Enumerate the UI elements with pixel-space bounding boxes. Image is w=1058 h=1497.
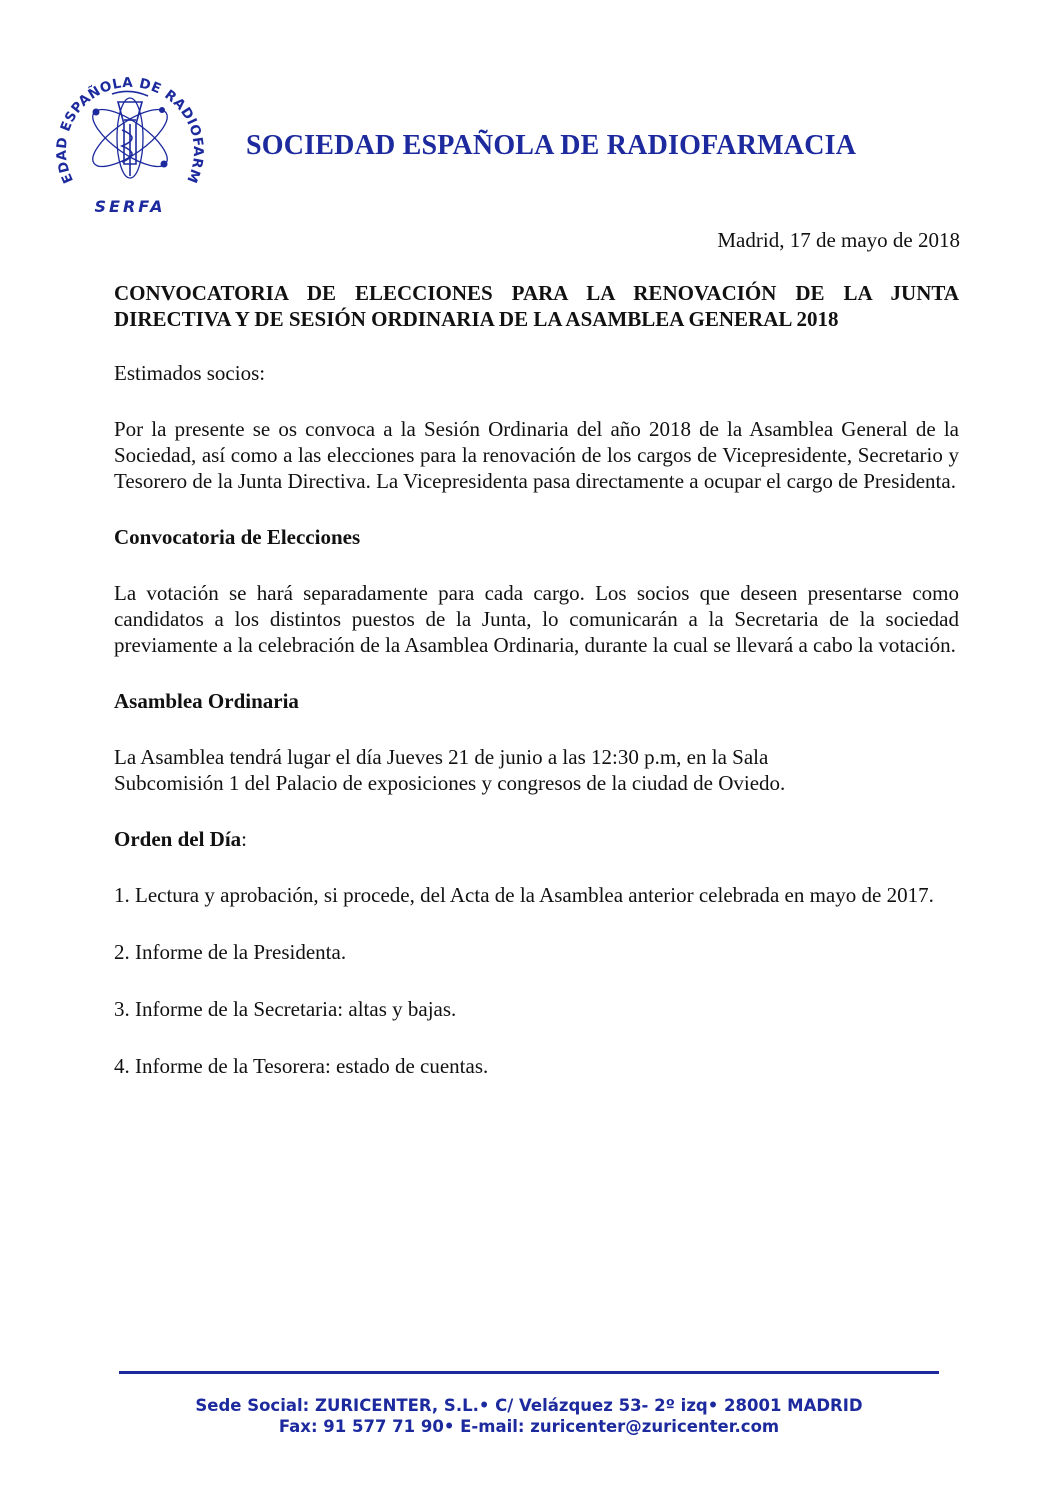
- agenda-title-colon: :: [241, 827, 248, 851]
- footer-line-1: Sede Social: ZURICENTER, S.L.• C/ Velázquez 53- 2º izq• 28001 MADRID: [195, 1396, 863, 1415]
- footer-line-2: Fax: 91 577 71 90• E-mail: zuricenter@zuricenter.com: [278, 1417, 780, 1436]
- agenda-item: 4. Informe de la Tesorera: estado de cuentas.: [114, 1054, 489, 1078]
- organization-title: SOCIEDAD ESPAÑOLA DE RADIOFARMACIA: [246, 130, 857, 161]
- assembly-paragraph: [114, 744, 959, 796]
- serfa-seal-icon: [50, 60, 210, 220]
- footer-address: [0, 1395, 1058, 1437]
- logo-ring-text: EDAD ESPAÑOLA DE RADIOFARM: [53, 74, 207, 186]
- assembly-line-1: La Asamblea tendrá lugar el día Jueves 21 de junio a las 12:30 p.m, en la Sala: [114, 745, 769, 769]
- letter-body: [114, 280, 959, 1110]
- agenda-title-text: Orden del Día: [114, 827, 242, 851]
- svg-text:SOCIEDAD ESPAÑOLA DE RADIOFARM: [50, 60, 206, 186]
- footer-divider: [119, 1371, 939, 1374]
- letter-date: Madrid, 17 de mayo de 2018: [717, 228, 960, 252]
- assembly-line-2: Subcomisión 1 del Palacio de exposiciones y congresos de la ciudad de Oviedo.: [114, 771, 786, 795]
- agenda-item: 2. Informe de la Presidenta.: [114, 940, 347, 964]
- serfa-seal-logo: [50, 60, 210, 220]
- intro-paragraph: Por la presente se os convoca a la Sesión Ordinaria del año 2018 de la Asamblea General de la Sociedad, así como a las elecciones para la renovación de los cargos de Vicepresidente, Secretario y Tesorero de la Junta Directiva. La Vicepresidenta pasa directamente a ocupar el cargo de Presidenta.: [114, 417, 959, 493]
- logo-acronym: SERFA: [94, 197, 166, 216]
- elections-paragraph: La votación se hará separadamente para cada cargo. Los socios que deseen presentarse como candidatos a los distintos puestos de la Junta, lo comunicarán a la Secretaria de la sociedad previamente a la celebración de la Asamblea Ordinaria, durante la cual se llevará a cabo la votación.: [114, 581, 959, 657]
- elections-section-title: Convocatoria de Elecciones: [114, 525, 361, 549]
- assembly-section-title: Asamblea Ordinaria: [114, 689, 299, 713]
- salutation: Estimados socios:: [114, 361, 266, 385]
- agenda-title: [114, 826, 959, 852]
- agenda-item: 1. Lectura y aprobación, si procede, del Acta de la Asamblea anterior celebrada en mayo de 2017.: [114, 883, 934, 907]
- convocation-heading: CONVOCATORIA DE ELECCIONES PARA LA RENOVACIÓN DE LA JUNTA DIRECTIVA Y DE SESIÓN ORDINARIA DE LA ASAMBLEA GENERAL 2018: [114, 281, 959, 331]
- agenda-item: 3. Informe de la Secretaria: altas y bajas.: [114, 997, 457, 1021]
